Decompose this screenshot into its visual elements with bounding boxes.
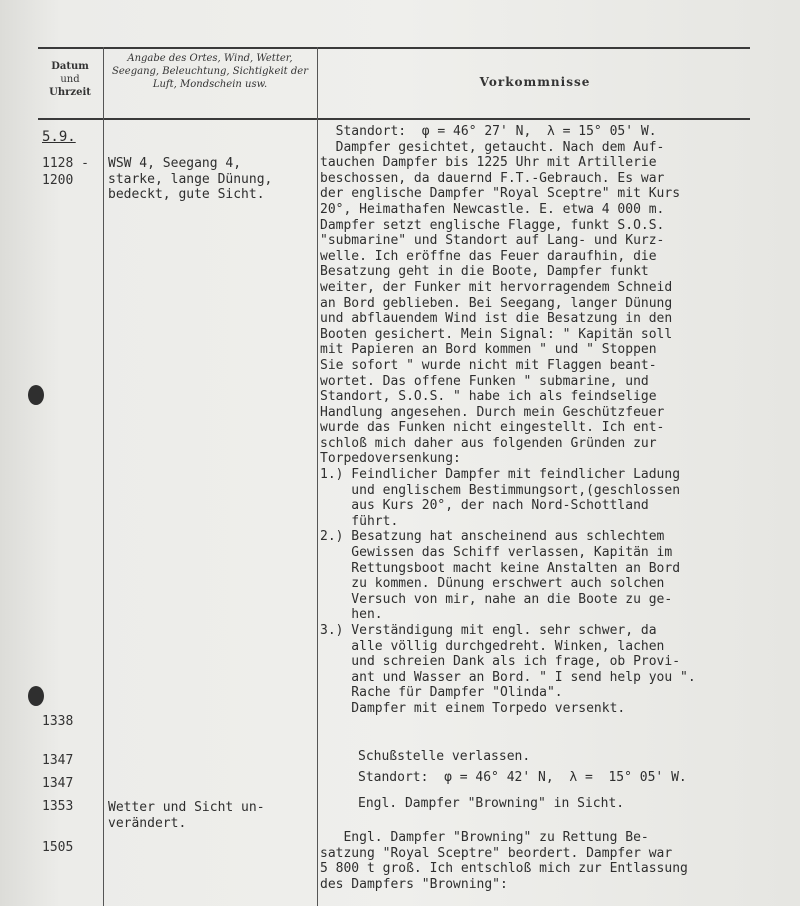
narrative-line: wortet. Das offene Funken " submarine, und xyxy=(320,373,649,389)
narrative-line: führt. xyxy=(320,513,399,529)
closing-line: des Dampfers "Browning": xyxy=(320,876,508,892)
header-datum-line2: und xyxy=(60,74,80,85)
time-1353: 1353 xyxy=(42,799,74,814)
narrative-line: Sie sofort " wurde nicht mit Flaggen beant- xyxy=(320,357,657,373)
narrative-line: Standort, S.O.S. " habe ich als feindselige xyxy=(320,389,657,405)
time-1128: 1128 - xyxy=(42,156,89,171)
narrative-line: Dampfer setzt englische Flagge, funkt S.O.S. xyxy=(320,217,665,233)
table-top-rule xyxy=(38,47,750,49)
narrative-line: und abflauendem Wind ist die Besatzung in den xyxy=(320,311,673,327)
narrative-line: "submarine" und Standort auf Lang- und Kurz- xyxy=(320,233,665,249)
header-vorkommnisse: Vorkommnisse xyxy=(479,75,591,89)
entry-date: 5.9. xyxy=(42,129,76,145)
narrative-line: hen. xyxy=(320,607,383,623)
narrative-line: beschossen, da dauernd F.T.-Gebrauch. Es war xyxy=(320,170,665,186)
narrative-line: tauchen Dampfer bis 1225 Uhr mit Artillerie xyxy=(320,155,657,171)
closing-line: Engl. Dampfer "Browning" zu Rettung Be- xyxy=(320,830,649,845)
closing-line: satzung "Royal Sceptre" beordert. Dampfer war xyxy=(320,845,673,861)
narrative-line: zu kommen. Dünung erschwert auch solchen xyxy=(320,576,665,592)
narrative-line: Handlung angesehen. Durch mein Geschützfeuer xyxy=(320,404,665,420)
narrative-line: welle. Ich eröffne das Feuer daraufhin, die xyxy=(320,248,657,264)
narrative-line: aus Kurs 20°, der nach Nord-Schottland xyxy=(320,498,649,514)
narrative-line: Dampfer gesichtet, getaucht. Nach dem Auf- xyxy=(320,139,665,155)
header-bottom-rule xyxy=(38,118,750,120)
closing-paragraph xyxy=(320,830,688,892)
narrative-line: wurde das Funken nicht eingestellt. Ich ent- xyxy=(320,420,665,436)
narrative-line: Standort: φ = 46° 27' N, λ = 15° 05' W. xyxy=(320,124,657,139)
weather-unchanged-line-2: verändert. xyxy=(108,816,187,831)
narrative-line: alle völlig durchgedreht. Winken, lachen xyxy=(320,638,665,654)
narrative-line: 1.) Feindlicher Dampfer mit feindlicher Ladung xyxy=(320,467,681,483)
column-divider-2 xyxy=(317,47,318,906)
narrative-line: 3.) Verständigung mit engl. sehr schwer, da xyxy=(320,623,657,638)
narrative-line: Dampfer mit einem Torpedo versenkt. xyxy=(320,700,626,716)
entry-schussstelle: Schußstelle verlassen. xyxy=(358,749,531,764)
narrative-line: und englischem Bestimmungsort,(geschlossen xyxy=(320,482,681,498)
weather-line-3: bedeckt, gute Sicht. xyxy=(108,187,265,202)
time-1347-b: 1347 xyxy=(42,776,74,791)
narrative-line: 20°, Heimathafen Newcastle. E. etwa 4 000 m. xyxy=(320,201,665,217)
column-divider-1 xyxy=(103,47,104,906)
narrative-line: Besatzung geht in die Boote, Dampfer funkt xyxy=(320,264,649,280)
narrative-line: Versuch von mir, nahe an die Boote zu ge- xyxy=(320,591,673,607)
time-1505: 1505 xyxy=(42,840,74,855)
narrative-line: Gewissen das Schiff verlassen, Kapitän im xyxy=(320,545,673,561)
header-datum-line1: Datum xyxy=(51,61,89,72)
narrative-line: an Bord geblieben. Bei Seegang, langer Dünung xyxy=(320,295,673,311)
narrative-line: 2.) Besatzung hat anscheinend aus schlechtem xyxy=(320,529,665,545)
time-1200: 1200 xyxy=(42,173,74,188)
weather-line-1: WSW 4, Seegang 4, xyxy=(108,156,242,171)
time-1347-a: 1347 xyxy=(42,753,74,768)
weather-line-2: starke, lange Dünung, xyxy=(108,172,273,187)
narrative-line: Torpedoversenkung: xyxy=(320,451,461,467)
narrative-line: mit Papieren an Bord kommen " und " Stoppen xyxy=(320,342,657,358)
narrative-line: Rache für Dampfer "Olinda". xyxy=(320,685,563,701)
header-datum-line3: Uhrzeit xyxy=(49,87,91,98)
narrative-line: Booten gesichert. Mein Signal: " Kapitän soll xyxy=(320,326,673,342)
entry-browning-sighted: Engl. Dampfer "Browning" in Sicht. xyxy=(358,796,625,811)
time-1338: 1338 xyxy=(42,714,74,729)
narrative-line: weiter, der Funker mit hervorragendem Schneid xyxy=(320,279,673,295)
narrative-line: und schreien Dank als ich frage, ob Provi- xyxy=(320,654,681,670)
weather-unchanged-line-1: Wetter und Sicht un- xyxy=(108,800,265,815)
narrative-line: der englische Dampfer "Royal Sceptre" mit Kurs xyxy=(320,186,681,202)
narrative-block xyxy=(320,124,790,717)
narrative-line: schloß mich daher aus folgenden Gründen zur xyxy=(320,435,657,451)
header-ort: Angabe des Ortes, Wind, Wetter, Seegang, Beleuchtung, Sichtigkeit der Luft, Mondschein usw. xyxy=(112,53,308,90)
narrative-line: ant und Wasser an Bord. " I send help you ". xyxy=(320,669,696,685)
narrative-line: Rettungsboot macht keine Anstalten an Bord xyxy=(320,560,681,576)
entry-standort-2: Standort: φ = 46° 42' N, λ = 15° 05' W. xyxy=(358,770,687,785)
header-datum xyxy=(38,60,102,99)
closing-line: 5 800 t groß. Ich entschloß mich zur Entlassung xyxy=(320,861,688,877)
punch-hole-bottom xyxy=(28,686,44,706)
punch-hole-top xyxy=(28,385,44,405)
